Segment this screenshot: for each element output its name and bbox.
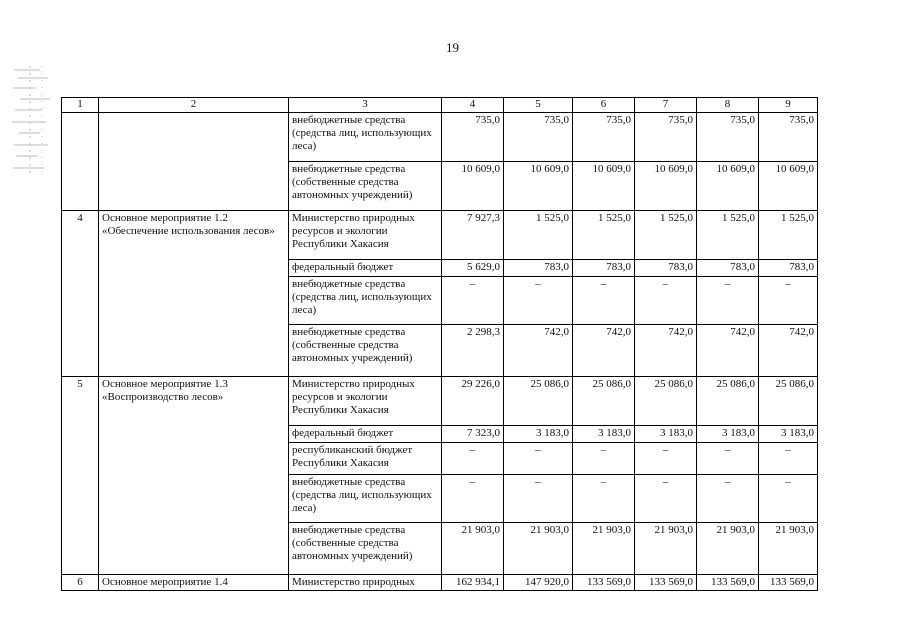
value-cell: 133 569,0 bbox=[573, 575, 635, 591]
event-cell: Основное мероприятие 1.2 «Обеспечение использования лесов» bbox=[99, 211, 289, 377]
funding-source-cell: внебюджетные средства (собственные средства автономных учреждений) bbox=[289, 523, 442, 575]
value-cell: – bbox=[759, 475, 818, 523]
value-cell: 21 903,0 bbox=[759, 523, 818, 575]
value-cell: 742,0 bbox=[697, 325, 759, 377]
value-cell: 5 629,0 bbox=[442, 260, 504, 277]
value-cell: 1 525,0 bbox=[504, 211, 573, 260]
value-cell: 21 903,0 bbox=[697, 523, 759, 575]
value-cell: – bbox=[697, 443, 759, 475]
value-cell: 735,0 bbox=[504, 113, 573, 162]
header-row bbox=[62, 98, 818, 113]
value-cell: – bbox=[442, 475, 504, 523]
table-row bbox=[62, 113, 818, 162]
value-cell: 25 086,0 bbox=[697, 377, 759, 426]
value-cell: 10 609,0 bbox=[504, 162, 573, 211]
header-cell: 8 bbox=[697, 98, 759, 113]
value-cell: 10 609,0 bbox=[759, 162, 818, 211]
funding-source-cell: Министерство природных ресурсов и экологии Республики Хакасия bbox=[289, 377, 442, 426]
value-cell: 783,0 bbox=[759, 260, 818, 277]
value-cell: – bbox=[504, 277, 573, 325]
event-cell bbox=[99, 113, 289, 211]
value-cell: 783,0 bbox=[504, 260, 573, 277]
header-cell: 4 bbox=[442, 98, 504, 113]
value-cell: – bbox=[635, 277, 697, 325]
value-cell: 21 903,0 bbox=[504, 523, 573, 575]
value-cell: 10 609,0 bbox=[573, 162, 635, 211]
funding-source-cell: внебюджетные средства (собственные средства автономных учреждений) bbox=[289, 162, 442, 211]
value-cell: 783,0 bbox=[697, 260, 759, 277]
value-cell: 133 569,0 bbox=[759, 575, 818, 591]
row-index-cell bbox=[62, 113, 99, 211]
scan-margin-artifact bbox=[10, 66, 52, 178]
header-cell: 2 bbox=[99, 98, 289, 113]
value-cell: 3 183,0 bbox=[635, 426, 697, 443]
value-cell: 783,0 bbox=[635, 260, 697, 277]
value-cell: 742,0 bbox=[635, 325, 697, 377]
value-cell: 7 323,0 bbox=[442, 426, 504, 443]
value-cell: – bbox=[442, 277, 504, 325]
value-cell: 7 927,3 bbox=[442, 211, 504, 260]
table-row bbox=[62, 575, 818, 591]
value-cell: 3 183,0 bbox=[759, 426, 818, 443]
header-cell: 9 bbox=[759, 98, 818, 113]
value-cell: 735,0 bbox=[759, 113, 818, 162]
page-number: 19 bbox=[446, 40, 459, 55]
value-cell: 133 569,0 bbox=[697, 575, 759, 591]
value-cell: 1 525,0 bbox=[573, 211, 635, 260]
value-cell: 10 609,0 bbox=[697, 162, 759, 211]
value-cell: 3 183,0 bbox=[573, 426, 635, 443]
funding-source-cell: Министерство природных ресурсов и экологии Республики Хакасия bbox=[289, 211, 442, 260]
value-cell: – bbox=[504, 475, 573, 523]
value-cell: 21 903,0 bbox=[573, 523, 635, 575]
value-cell: 735,0 bbox=[573, 113, 635, 162]
value-cell: – bbox=[759, 443, 818, 475]
funding-source-cell: внебюджетные средства (средства лиц, использующих леса) bbox=[289, 277, 442, 325]
value-cell: – bbox=[697, 277, 759, 325]
value-cell: 783,0 bbox=[573, 260, 635, 277]
value-cell: 25 086,0 bbox=[635, 377, 697, 426]
value-cell: 21 903,0 bbox=[635, 523, 697, 575]
value-cell: – bbox=[635, 443, 697, 475]
row-index-cell: 6 bbox=[62, 575, 99, 591]
table-row bbox=[62, 377, 818, 426]
header-cell: 5 bbox=[504, 98, 573, 113]
value-cell: 133 569,0 bbox=[635, 575, 697, 591]
value-cell: 162 934,1 bbox=[442, 575, 504, 591]
value-cell: – bbox=[759, 277, 818, 325]
value-cell: – bbox=[442, 443, 504, 475]
value-cell: 3 183,0 bbox=[697, 426, 759, 443]
value-cell: 25 086,0 bbox=[573, 377, 635, 426]
value-cell: 1 525,0 bbox=[635, 211, 697, 260]
value-cell: 742,0 bbox=[573, 325, 635, 377]
value-cell: 735,0 bbox=[697, 113, 759, 162]
funding-source-cell: Министерство природных bbox=[289, 575, 442, 591]
funding-source-cell: федеральный бюджет bbox=[289, 426, 442, 443]
value-cell: – bbox=[697, 475, 759, 523]
funding-source-cell: республиканский бюджет Республики Хакасия bbox=[289, 443, 442, 475]
value-cell: 25 086,0 bbox=[759, 377, 818, 426]
value-cell: 1 525,0 bbox=[697, 211, 759, 260]
funding-source-cell: федеральный бюджет bbox=[289, 260, 442, 277]
value-cell: 2 298,3 bbox=[442, 325, 504, 377]
table-row bbox=[62, 211, 818, 260]
value-cell: 3 183,0 bbox=[504, 426, 573, 443]
value-cell: 10 609,0 bbox=[635, 162, 697, 211]
funding-source-cell: внебюджетные средства (собственные средства автономных учреждений) bbox=[289, 325, 442, 377]
value-cell: 21 903,0 bbox=[442, 523, 504, 575]
value-cell: 147 920,0 bbox=[504, 575, 573, 591]
budget-table bbox=[61, 97, 818, 591]
value-cell: – bbox=[504, 443, 573, 475]
value-cell: – bbox=[635, 475, 697, 523]
value-cell: 10 609,0 bbox=[442, 162, 504, 211]
header-cell: 3 bbox=[289, 98, 442, 113]
funding-source-cell: внебюджетные средства (средства лиц, использующих леса) bbox=[289, 113, 442, 162]
funding-source-cell: внебюджетные средства (средства лиц, использующих леса) bbox=[289, 475, 442, 523]
value-cell: 742,0 bbox=[759, 325, 818, 377]
header-cell: 6 bbox=[573, 98, 635, 113]
event-cell: Основное мероприятие 1.3 «Воспроизводство лесов» bbox=[99, 377, 289, 575]
event-cell: Основное мероприятие 1.4 bbox=[99, 575, 289, 591]
value-cell: 742,0 bbox=[504, 325, 573, 377]
value-cell: 735,0 bbox=[635, 113, 697, 162]
value-cell: 1 525,0 bbox=[759, 211, 818, 260]
value-cell: – bbox=[573, 475, 635, 523]
value-cell: 25 086,0 bbox=[504, 377, 573, 426]
header-cell: 7 bbox=[635, 98, 697, 113]
row-index-cell: 5 bbox=[62, 377, 99, 575]
header-cell: 1 bbox=[62, 98, 99, 113]
value-cell: – bbox=[573, 443, 635, 475]
row-index-cell: 4 bbox=[62, 211, 99, 377]
value-cell: 735,0 bbox=[442, 113, 504, 162]
value-cell: – bbox=[573, 277, 635, 325]
value-cell: 29 226,0 bbox=[442, 377, 504, 426]
